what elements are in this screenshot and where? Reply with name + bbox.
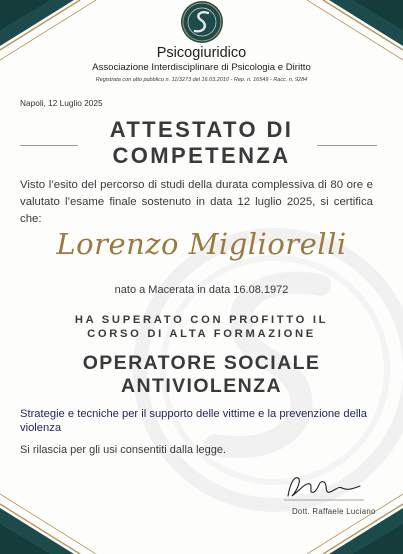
handwritten-signature [280, 470, 370, 506]
release-note: Si rilascia per gli usi consentiti dalla legge. [20, 444, 227, 456]
passed-statement [0, 313, 403, 341]
place-date: Napoli, 12 Luglio 2025 [20, 98, 103, 108]
course-name [0, 352, 403, 398]
signer-name: Dott. Raffaele Luciano [292, 507, 376, 516]
registration-info: Registrata con atto pubblico n. 11/3273 del 16.03.2010 - Rep. n. 16549 - Racc. n. 9284 [95, 77, 308, 83]
certificate-title-line1: ATTESTATO DI [109, 117, 294, 142]
course-name-line2: ANTIVIOLENZA [121, 375, 282, 397]
passed-line1: HA SUPERATO CON PROFITTO IL [74, 314, 329, 326]
course-name-line1: OPERATORE SOCIALE [82, 352, 321, 374]
recipient-name: Lorenzo Migliorelli [56, 227, 347, 261]
organization-name: Psicogiuridico [156, 45, 247, 61]
organization-subtitle: Associazione Interdisciplinare di Psicologia e Diritto [92, 62, 311, 73]
intro-text: Visto l’esito del percorso di studi della durata complessiva di 80 ore e valutato l’esame finale sostenuto in data 12 luglio 2025, si certifica che: [20, 179, 373, 225]
birth-info: nato a Macerata in data 16.08.1972 [114, 284, 289, 296]
corner-bottom-left-decoration [0, 484, 120, 554]
passed-line2: CORSO DI ALTA FORMAZIONE [87, 328, 316, 340]
certificate-title-line2: COMPETENZA [112, 143, 291, 168]
psicogiuridico-logo-icon [180, 0, 224, 44]
course-subtitle: Strategie e tecniche per il supporto delle vittime e la prevenzione della violenza [20, 408, 368, 434]
certificate-title [0, 117, 403, 169]
